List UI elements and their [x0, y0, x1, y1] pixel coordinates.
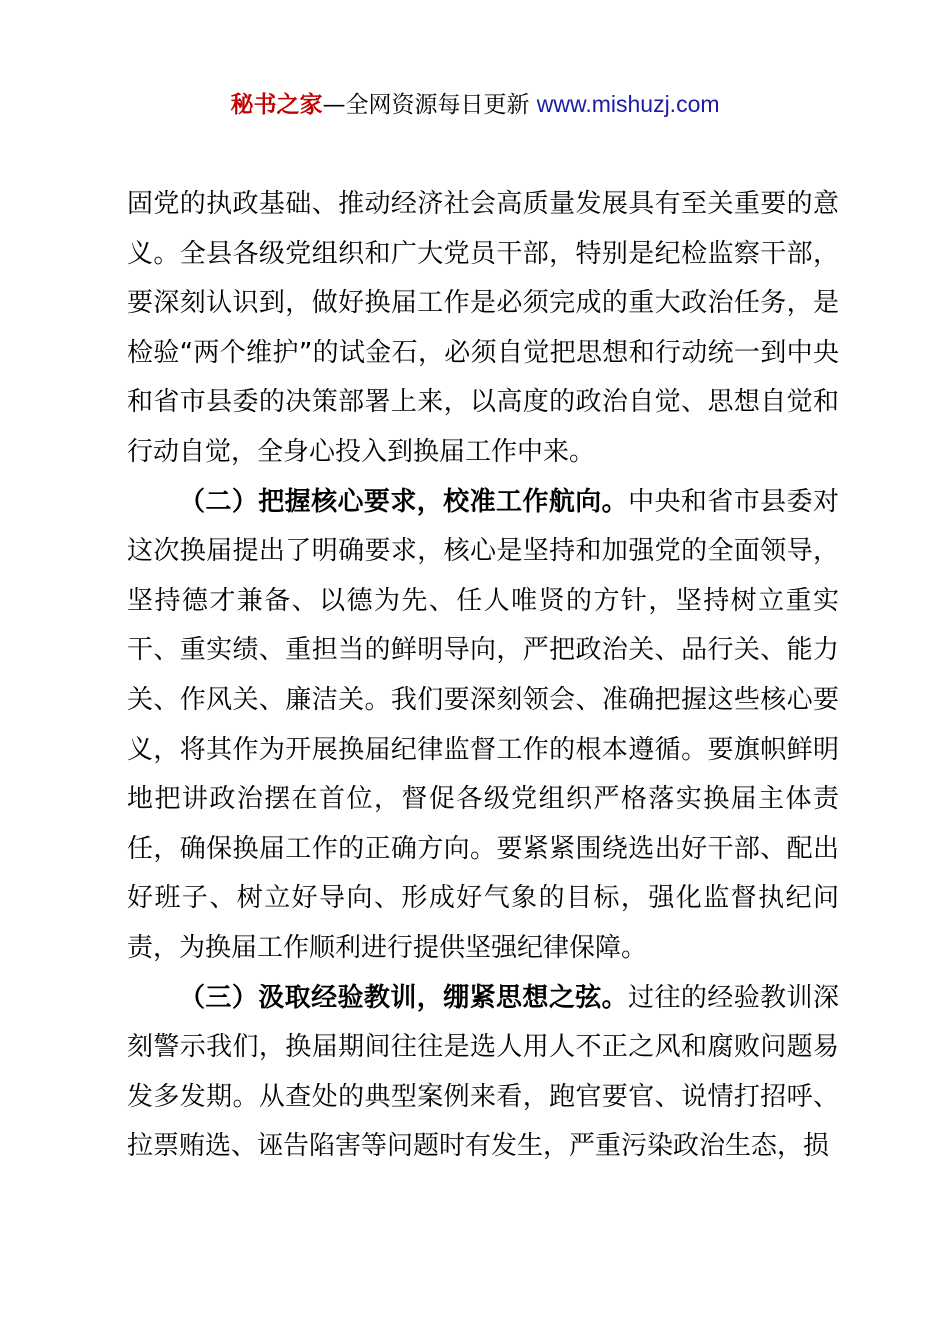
paragraph-text: 过往的经验教训深刻警示我们，换届期间往往是选人用人不正之风和腐败问题易发多发期。从查处的典型案例来看，跑官要官、说情打招呼、拉票贿选、诬告陷害等问题时有发生，严重污染政治生态，损 — [127, 982, 839, 1162]
paragraph-section-2 — [127, 478, 839, 974]
page-header — [0, 86, 950, 123]
paragraph-text: 固党的执政基础、推动经济社会高质量发展具有至关重要的意义。全县各级党组织和广大党员干部，特别是纪检监察干部，要深刻认识到，做好换届工作是必须完成的重大政治任务，是检验“两个维护”的试金石，必须自觉把思想和行动统一到中央和省市县委的决策部署上来，以高度的政治自觉、思想自觉和行动自觉，全身心投入到换届工作中来。 — [127, 189, 839, 467]
paragraph-text: 中央和省市县委对这次换届提出了明确要求，核心是坚持和加强党的全面领导，坚持德才兼备、以德为先、任人唯贤的方针，坚持树立重实干、重实绩、重担当的鲜明导向，严把政治关、品行关、能力关、作风关、廉洁关。我们要深刻领会、准确把握这些核心要义，将其作为开展换届纪律监督工作的根本遵循。要旗帜鲜明地把讲政治摆在首位，督促各级党组织严格落实换届主体责任，确保换届工作的正确方向。要紧紧围绕选出好干部、配出好班子、树立好导向、形成好气象的目标，强化监督执纪问责，为换届工作顺利进行提供坚强纪律保障。 — [127, 486, 839, 963]
paragraph-section-3 — [127, 974, 839, 1172]
document-body — [127, 180, 839, 1172]
header-slogan: —全网资源每日更新 — [322, 92, 530, 118]
section-heading: （二）把握核心要求，校准工作航向。 — [179, 486, 629, 517]
paragraph-continued — [127, 180, 839, 478]
section-heading: （三）汲取经验教训，绷紧思想之弦。 — [179, 982, 629, 1013]
brand-name: 秘书之家 — [230, 92, 323, 118]
site-url-link[interactable]: www.mishuzj.com — [536, 91, 720, 117]
